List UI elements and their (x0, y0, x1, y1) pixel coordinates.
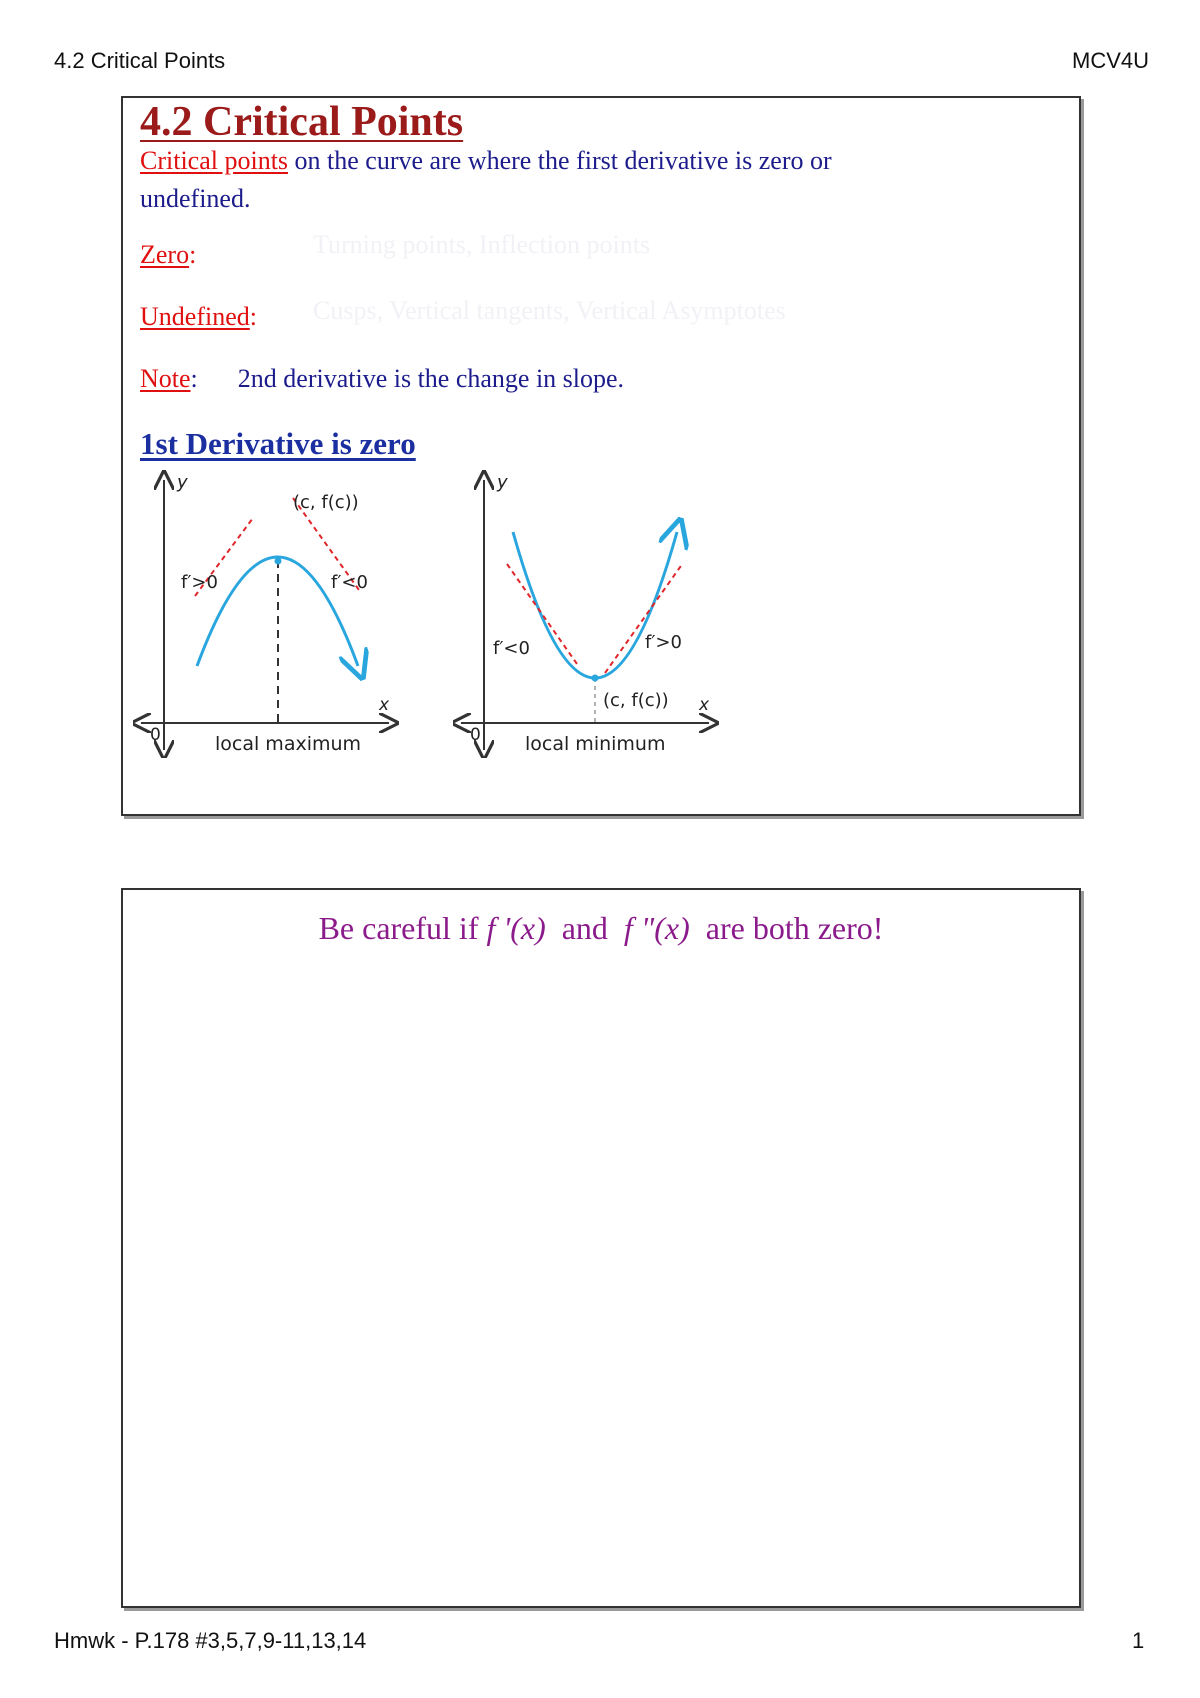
careful-and: and (545, 910, 616, 946)
undefined-colon: : (249, 302, 257, 331)
origin-label: 0 (150, 725, 161, 745)
right-slope-label: f′>0 (645, 632, 682, 653)
second-derivative-expr: f "(x) (623, 910, 690, 946)
graph-local-maximum (133, 468, 403, 758)
left-slope-label: f′>0 (181, 572, 218, 593)
point-label: (c, f(c)) (293, 492, 359, 513)
footer-page-number: 1 (1132, 1628, 1145, 1653)
slide-critical-points (121, 96, 1081, 816)
left-slope-label: f′<0 (493, 638, 530, 659)
subheading-first-derivative: 1st Derivative is zero (140, 426, 416, 461)
x-axis-label: x (699, 695, 710, 715)
critical-points-term: Critical points (140, 146, 289, 175)
zero-hidden-answer: Turning points, Inflection points (313, 230, 651, 259)
undefined-label: Undefined (140, 302, 250, 331)
x-axis-label: x (379, 695, 390, 715)
note-label: Note (140, 364, 191, 393)
critical-point (592, 675, 599, 682)
tangent-right (605, 563, 683, 673)
definition-line-2: undefined. (140, 184, 251, 213)
definition-line-1 (140, 146, 832, 176)
zero-colon: : (189, 240, 197, 269)
y-axis-label: y (177, 472, 188, 493)
caption-local-minimum: local minimum (525, 733, 666, 755)
undefined-hidden-answer: Cusps, Vertical tangents, Vertical Asymptotes (313, 296, 786, 325)
footer-homework: Hmwk - P.178 #3,5,7,9-11,13,14 (54, 1628, 367, 1653)
zero-label: Zero (140, 240, 190, 269)
careful-post: are both zero! (689, 910, 884, 946)
critical-point (275, 558, 282, 565)
header-title: 4.2 Critical Points (54, 48, 226, 73)
slide-be-careful (121, 888, 1081, 1608)
zero-row (140, 240, 196, 270)
header-course: MCV4U (1072, 48, 1150, 73)
y-axis-label: y (497, 472, 508, 493)
note-row (140, 364, 624, 394)
definition-text: on the curve are where the first derivative is zero or (288, 146, 832, 175)
careful-pre: Be careful if (318, 910, 487, 946)
note-text: 2nd derivative is the change in slope. (237, 364, 625, 393)
origin-label: 0 (470, 725, 481, 745)
caption-local-maximum: local maximum (215, 733, 362, 755)
careful-statement (123, 910, 1079, 947)
graph-local-minimum (453, 468, 723, 758)
point-label: (c, f(c)) (603, 690, 669, 711)
right-slope-label: f′<0 (331, 572, 368, 593)
slide-title: 4.2 Critical Points (140, 99, 464, 145)
note-colon: : (190, 364, 198, 393)
first-derivative-expr: f '(x) (486, 910, 546, 946)
undefined-row (140, 302, 257, 332)
